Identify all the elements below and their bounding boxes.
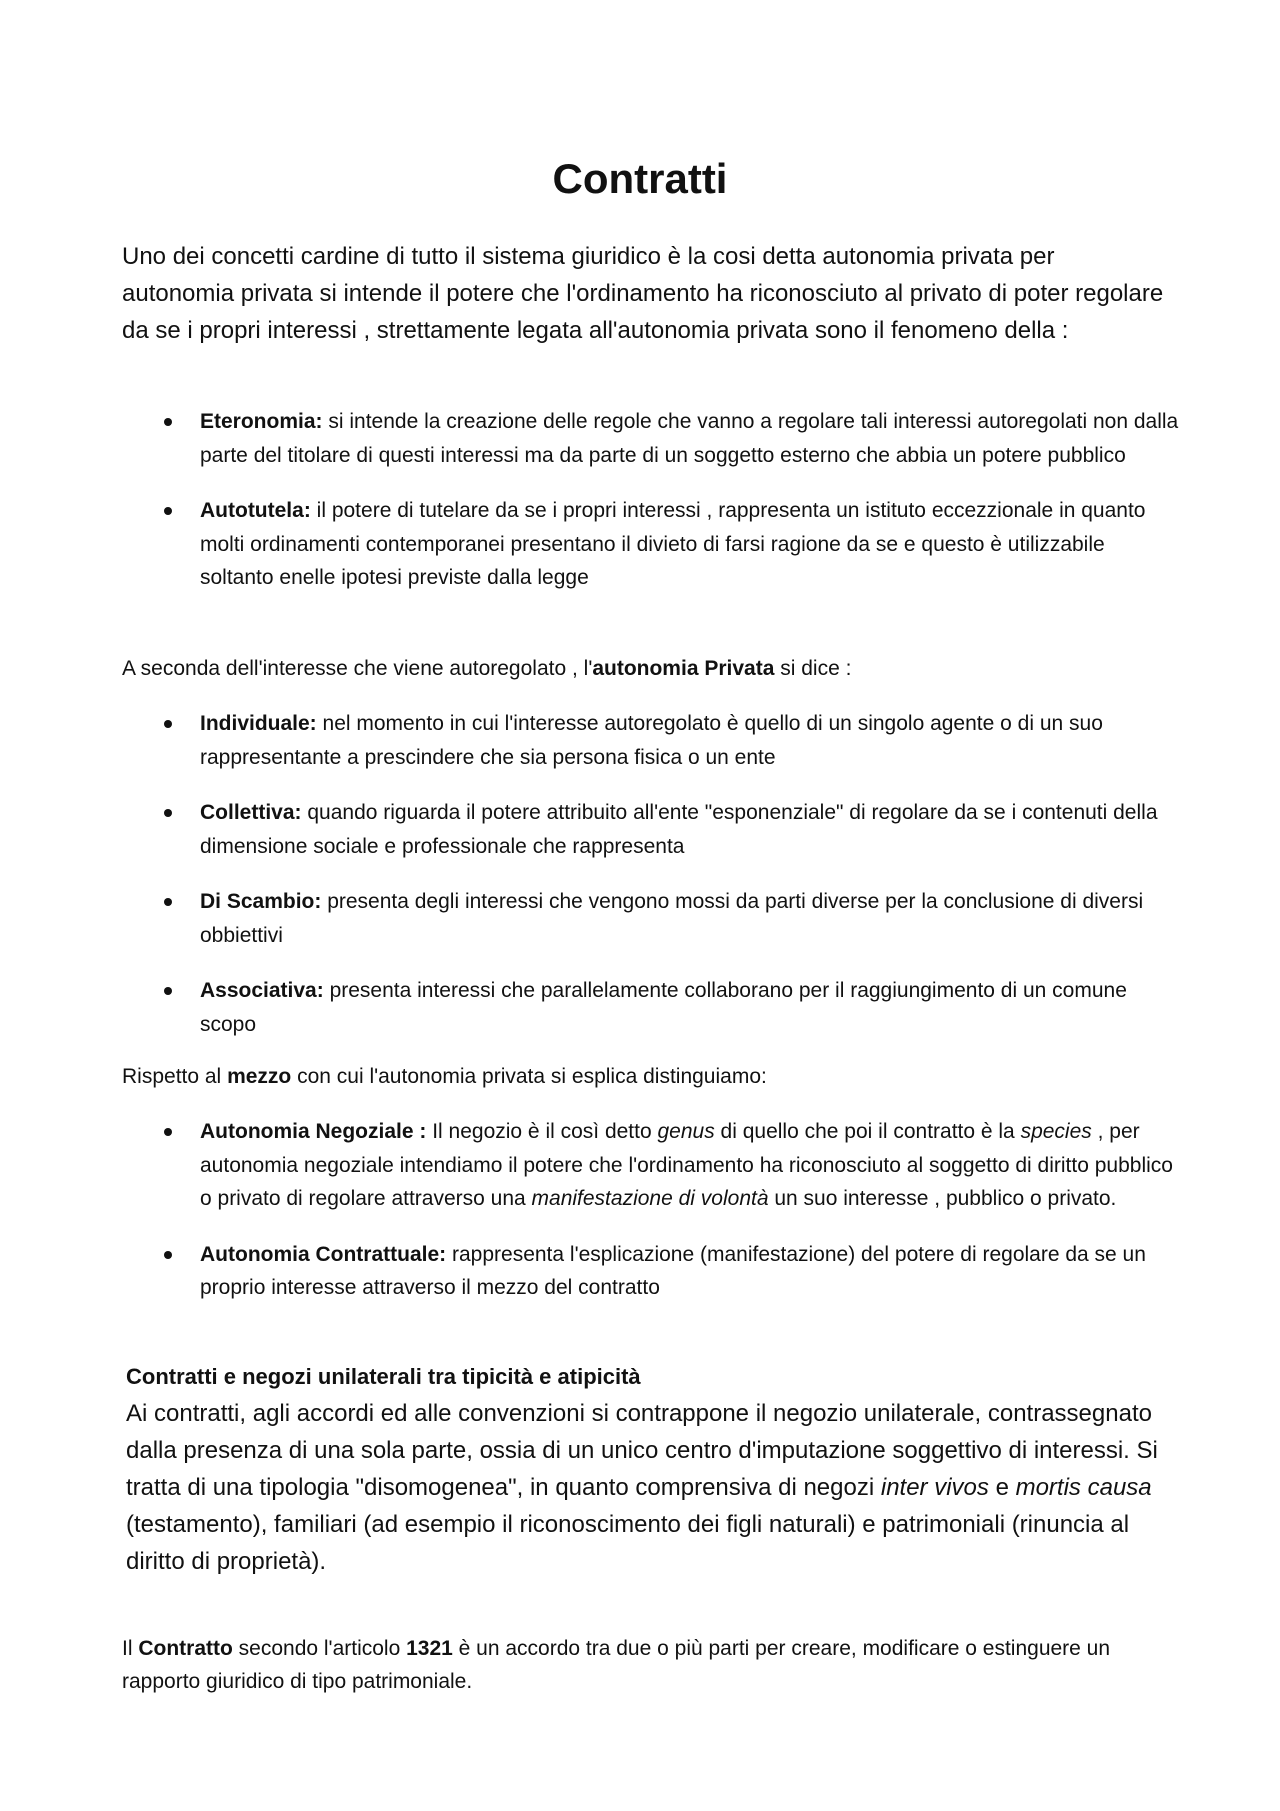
item-text: presenta degli interessi che vengono mossi da parti diverse per la conclusione di diversi obbiettivi — [200, 890, 1144, 947]
list-item — [122, 405, 1182, 472]
item-text: presenta interessi che parallelamente collaborano per il raggiungimento di un comune scopo — [200, 979, 1127, 1036]
text-run: si dice : — [774, 657, 852, 680]
italic-run: genus — [657, 1120, 715, 1143]
bold-run: 1321 — [406, 1637, 453, 1660]
bullet-icon — [164, 987, 172, 995]
interest-paragraph — [122, 652, 1172, 685]
list-item — [122, 974, 1182, 1041]
italic-run: manifestazione di volontà — [531, 1187, 769, 1210]
text-run: un suo interesse , pubblico o privato. — [768, 1187, 1117, 1210]
item-term: Autotutela: — [200, 499, 311, 522]
bullet-icon — [164, 898, 172, 906]
item-text: si intende la creazione delle regole che vanno a regolare tali interessi autoregolati non dalla parte del titolare di questi interessi ma da parte di un soggetto esterno che abbia un potere pubblico — [200, 410, 1179, 467]
section-paragraph — [126, 1395, 1176, 1580]
text-run: di quello che poi il contratto è la — [714, 1120, 1021, 1143]
list-item — [122, 1238, 1182, 1305]
bullet-icon — [164, 418, 172, 426]
text-run: Ai contratti, agli accordi ed alle convenzioni si contrappone il negozio unilaterale, contrassegnato dalla presenza di una sola parte, ossia di un unico centro d'imputazione soggettivo di interessi. Si tratta di una tipologia "disomogenea", in quanto comprensiva di negozi — [126, 1400, 1158, 1501]
page-title: Contratti — [552, 155, 728, 202]
text-run: è un accordo tra due o più parti per creare, modificare o estinguere un rapporto giuridico di tipo patrimoniale. — [122, 1637, 1111, 1693]
text-run: A seconda dell'interesse che viene autoregolato , l' — [122, 657, 593, 680]
italic-run: mortis causa — [1015, 1474, 1152, 1501]
text-run: con cui l'autonomia privata si esplica distinguiamo: — [291, 1065, 767, 1088]
text-run: secondo l'articolo — [232, 1637, 407, 1660]
item-term: Associativa: — [200, 979, 324, 1002]
text-run: Il — [122, 1637, 139, 1660]
list-item — [122, 707, 1182, 774]
item-term: Autonomia Negoziale : — [200, 1120, 427, 1143]
italic-run: inter vivos — [880, 1474, 989, 1501]
item-text: nel momento in cui l'interesse autoregolato è quello di un singolo agente o di un suo rappresentante a prescindere che sia persona fisica o un ente — [200, 712, 1103, 769]
list-item — [122, 796, 1182, 863]
text-run: Il negozio è il così detto — [426, 1120, 658, 1143]
italic-run: species — [1020, 1120, 1092, 1143]
list-item — [122, 494, 1182, 595]
means-list — [122, 1115, 1182, 1305]
types-list — [122, 707, 1182, 1041]
item-term: Di Scambio: — [200, 890, 322, 913]
item-term: Individuale: — [200, 712, 317, 735]
bold-run: autonomia Privata — [592, 657, 775, 680]
section-heading: Contratti e negozi unilaterali tra tipicità e atipicità — [126, 1364, 641, 1389]
definition-paragraph — [122, 1632, 1172, 1698]
item-text: rappresenta l'esplicazione (manifestazione) del potere di regolare da se un proprio interesse attraverso il mezzo del contratto — [200, 1242, 1146, 1299]
bullet-icon — [164, 507, 172, 515]
text-run: , per autonomia negoziale intendiamo il potere che l'ordinamento ha riconosciuto al soggetto di diritto pubblico o privato di regolare attraverso una — [200, 1120, 1173, 1210]
bold-run: Contratto — [138, 1637, 233, 1660]
bullet-icon — [164, 720, 172, 728]
text-run: e — [988, 1474, 1016, 1501]
phenomena-list — [122, 405, 1182, 595]
bullet-icon — [164, 1251, 172, 1259]
bullet-icon — [164, 809, 172, 817]
intro-paragraph: Uno dei concetti cardine di tutto il sistema giuridico è la cosi detta autonomia privata per autonomia privata si intende il potere che l'ordinamento ha riconosciuto al privato di poter regolare da se i propri interessi , strettamente legata all'autonomia privata sono il fenomeno della : — [122, 243, 1164, 344]
text-run: Rispetto al — [122, 1065, 228, 1088]
item-term: Eteronomia: — [200, 410, 323, 433]
means-paragraph — [122, 1060, 1172, 1093]
item-term: Autonomia Contrattuale: — [200, 1242, 447, 1266]
list-item — [122, 885, 1182, 952]
bold-run: mezzo — [227, 1065, 292, 1088]
item-term: Collettiva: — [200, 801, 302, 824]
text-run: (testamento), familiari (ad esempio il riconoscimento dei figli naturali) e patrimoniali (rinuncia al diritto di proprietà). — [126, 1511, 1130, 1575]
list-item — [122, 1115, 1182, 1216]
item-text: quando riguarda il potere attribuito all'ente "esponenziale" di regolare da se i contenuti della dimensione sociale e professionale che rappresenta — [200, 801, 1158, 858]
bullet-icon — [164, 1128, 172, 1136]
item-text: il potere di tutelare da se i propri interessi , rappresenta un istituto eccezzionale in quanto molti ordinamenti contemporanei presentano il divieto di farsi ragione da se e questo è utilizzabile soltanto enelle ipotesi previste dalla legge — [200, 499, 1146, 589]
